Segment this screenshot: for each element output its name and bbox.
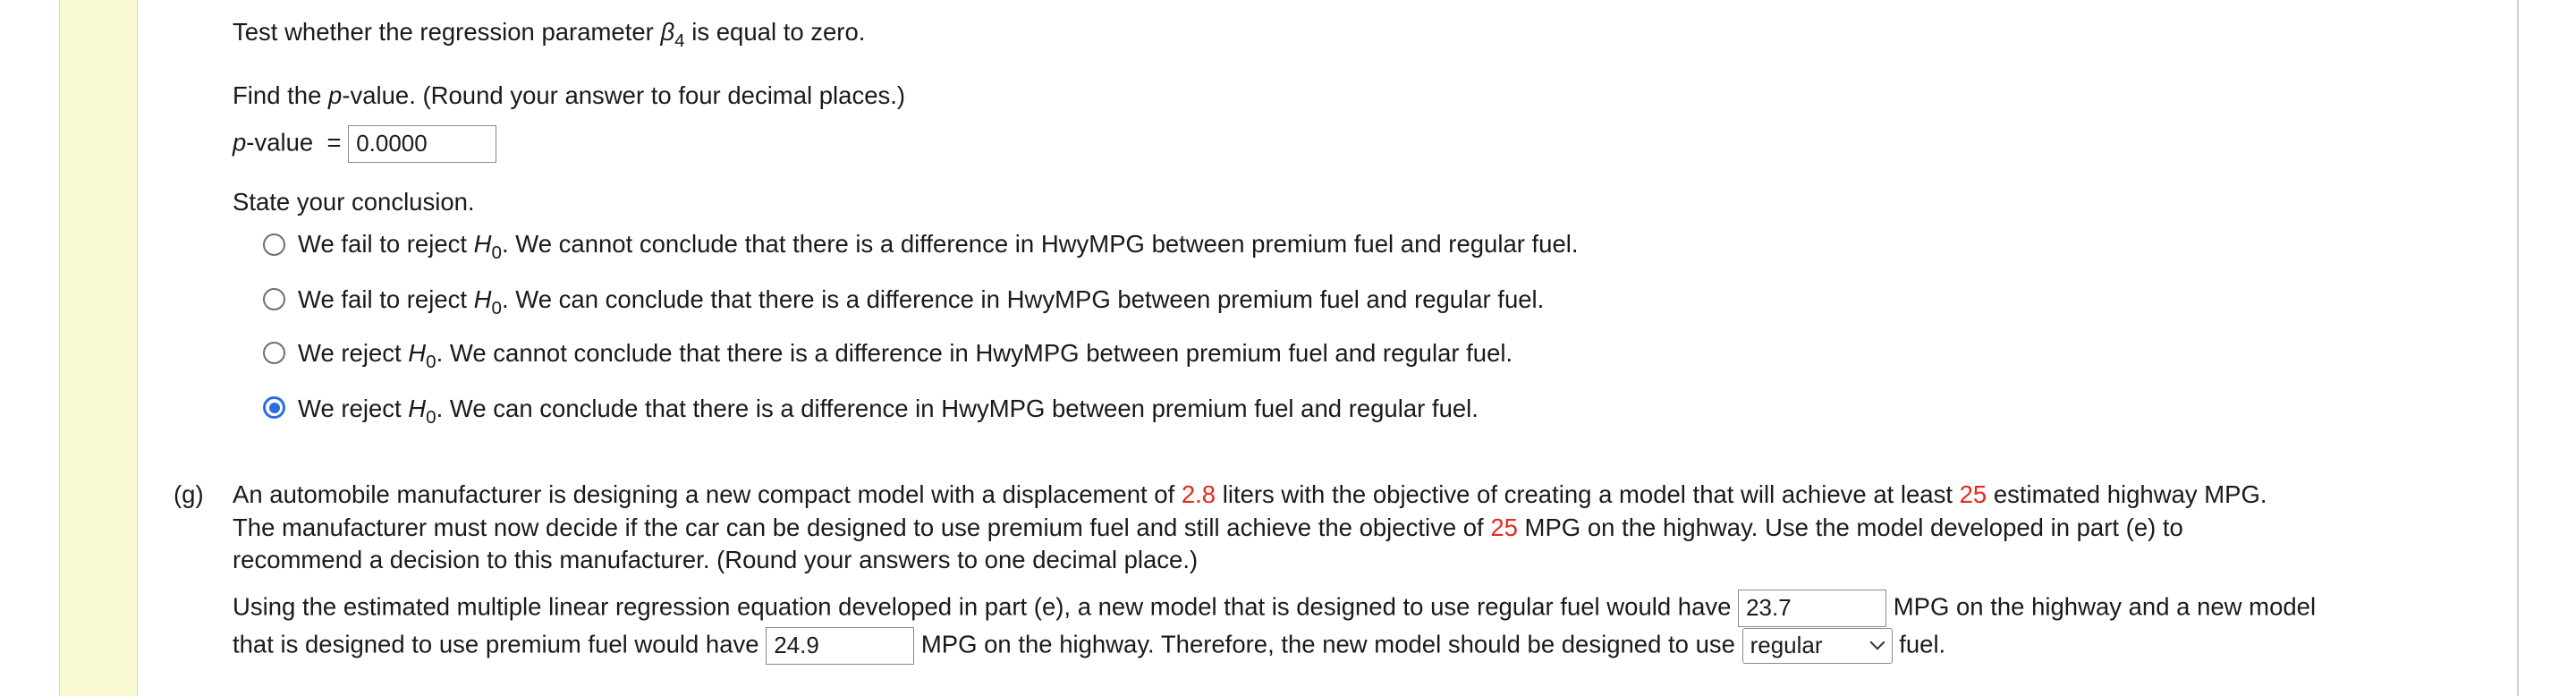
part-g-line-5 (233, 627, 1945, 665)
h-symbol: H (473, 230, 492, 258)
test-text: Test whether the regression parameter (233, 18, 661, 46)
pvalue-row (233, 125, 496, 163)
part-g-line-4 (233, 590, 2316, 627)
part-g-text: MPG on the highway. Use the model developed in part (e) to (1517, 514, 2183, 541)
option-text: We fail to reject (298, 230, 474, 258)
part-g-text: MPG on the highway and a new model (1893, 592, 2317, 621)
part-g-text: An automobile manufacturer is designing a new compact model with a displacement of (233, 480, 1182, 508)
conclusion-option-3[interactable] (298, 337, 1513, 373)
part-g-text: fuel. (1899, 630, 1946, 658)
h-symbol: H (408, 395, 427, 422)
part-g-text: Using the estimated multiple linear regression equation developed in part (e), a new model that is designed to use regular fuel would have (233, 592, 1732, 621)
conclusion-radio-3[interactable] (263, 342, 285, 364)
option-text: We reject (298, 339, 409, 367)
part-g-text: estimated highway MPG. (1987, 480, 2267, 508)
pvalue-label: -value = (246, 128, 342, 157)
conclusion-option-4[interactable] (298, 393, 1479, 429)
beta-subscript: 4 (674, 30, 685, 52)
part-g-text: that is designed to use premium fuel would have (233, 630, 759, 658)
option-text-end: . We can conclude that there is a difference in HwyMPG between premium fuel and regular fuel. (436, 395, 1479, 422)
h-subscript: 0 (491, 298, 502, 319)
displacement-value: 2.8 (1181, 480, 1216, 508)
option-text-end: . We cannot conclude that there is a difference in HwyMPG between premium fuel and regular fuel. (436, 339, 1513, 367)
conclusion-radio-4[interactable] (263, 396, 285, 419)
part-g-label: (g) (174, 480, 204, 508)
p-italic: p (328, 81, 343, 109)
fuel-type-select[interactable] (1742, 628, 1893, 664)
part-g-line-3: recommend a decision to this manufacturer. (Round your answers to one decimal place.) (233, 546, 1199, 573)
conclusion-prompt: State your conclusion. (233, 188, 475, 216)
h-subscript: 0 (426, 407, 436, 429)
option-text: We reject (298, 395, 409, 422)
pvalue-input[interactable]: 0.0000 (348, 125, 496, 163)
part-g-text: The manufacturer must now decide if the car can be designed to use premium fuel and still achieve the objective of (233, 514, 1491, 541)
part-g-line-2 (233, 512, 2183, 544)
conclusion-option-2[interactable] (298, 284, 1545, 319)
option-text: We fail to reject (298, 285, 474, 313)
mpg-target-value: 25 (1959, 480, 1987, 508)
premium-fuel-mpg-input[interactable]: 24.9 (766, 627, 914, 665)
mpg-target-value: 25 (1490, 514, 1518, 541)
fuel-type-selected: regular (1750, 632, 1823, 658)
pvalue-label-p: p (233, 128, 247, 157)
part-g-text: liters with the objective of creating a model that will achieve at least (1216, 480, 1960, 508)
conclusion-option-1[interactable] (298, 228, 1579, 264)
test-text-end: is equal to zero. (684, 18, 866, 46)
chevron-down-icon (1869, 635, 1885, 650)
beta-symbol: β (660, 18, 675, 46)
instruction-text-end: -value. (Round your answer to four decimal places.) (342, 81, 906, 109)
h-subscript: 0 (426, 352, 436, 373)
conclusion-radio-2[interactable] (263, 288, 285, 310)
instruction-text: Find the (233, 81, 329, 109)
find-pvalue-instruction (233, 80, 905, 112)
part-g-line-1 (233, 479, 2267, 511)
option-text-end: . We can conclude that there is a difference in HwyMPG between premium fuel and regular fuel. (502, 285, 1545, 313)
h-subscript: 0 (491, 242, 502, 264)
part-g-text: MPG on the highway. Therefore, the new model should be designed to use (920, 630, 1735, 658)
test-statement (233, 16, 866, 52)
h-symbol: H (408, 339, 427, 367)
h-symbol: H (473, 285, 492, 313)
conclusion-radio-1[interactable] (263, 233, 285, 256)
regular-fuel-mpg-input[interactable]: 23.7 (1738, 590, 1886, 627)
option-text-end: . We cannot conclude that there is a difference in HwyMPG between premium fuel and regular fuel. (502, 230, 1579, 258)
